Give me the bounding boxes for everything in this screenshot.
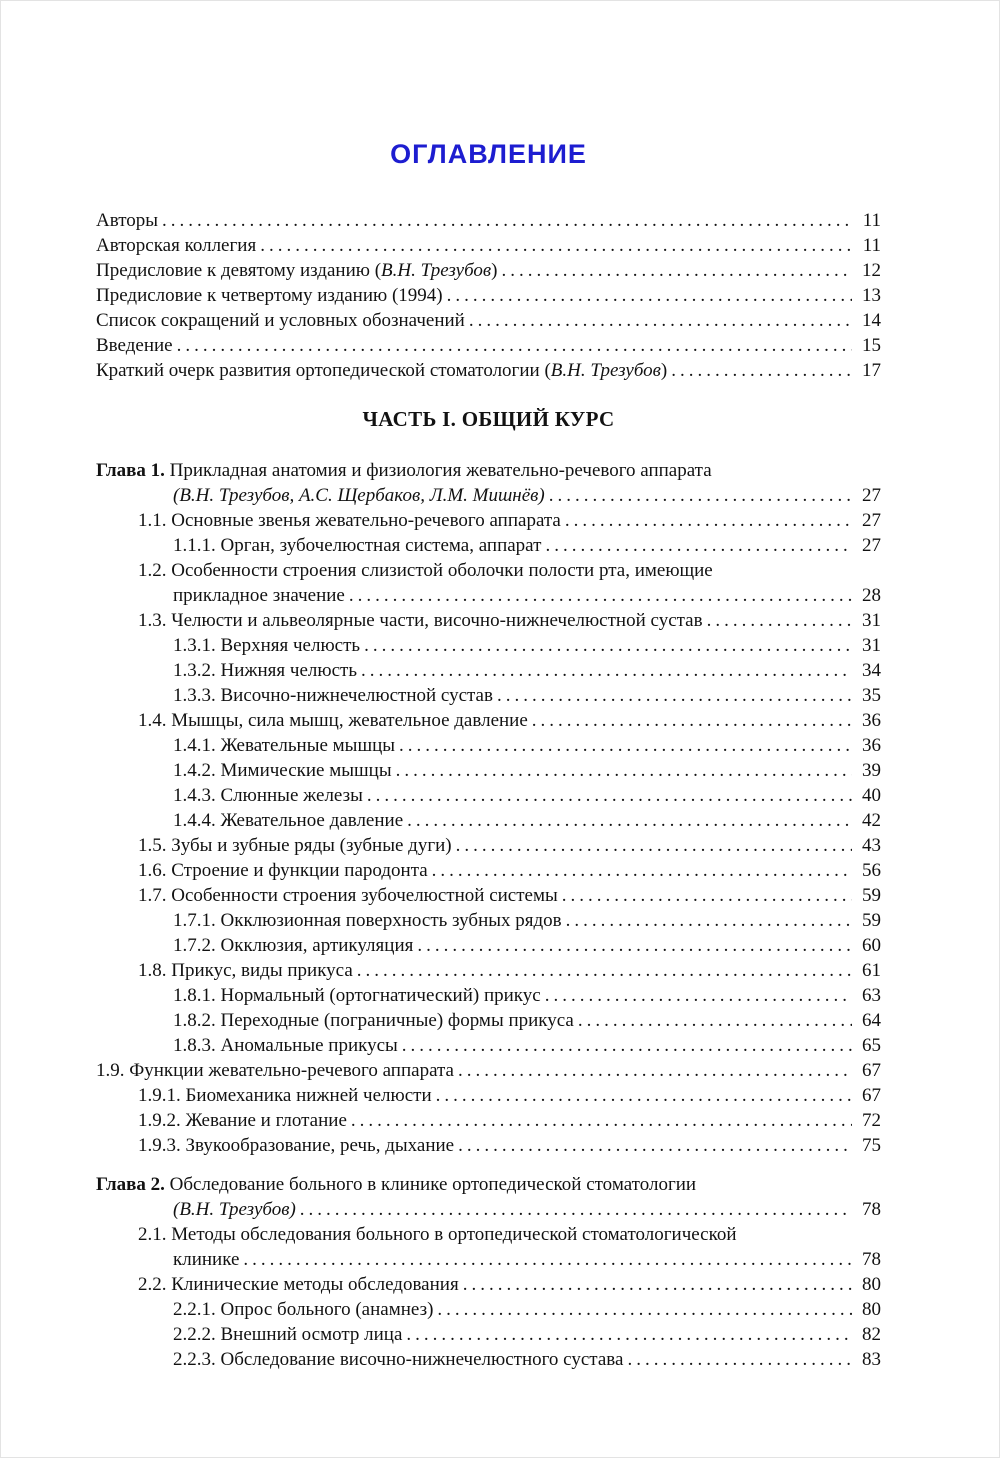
entry-text-segment: 1.5. Зубы и зубные ряды (зубные дуги) <box>138 835 452 856</box>
entry-text <box>138 883 558 908</box>
entry-text-segment: 2.2.2. Внешний осмотр лица <box>173 1324 403 1345</box>
entry-text <box>173 1033 398 1058</box>
dot-leader <box>566 908 852 933</box>
dot-leader <box>456 833 852 858</box>
page-number: 59 <box>862 910 881 931</box>
toc-block <box>96 208 881 383</box>
dot-leader <box>407 808 852 833</box>
entry-text <box>173 1297 433 1322</box>
page-number: 27 <box>862 485 881 506</box>
entry-text <box>138 558 713 583</box>
entry-text <box>138 708 528 733</box>
toc-entry <box>96 233 881 258</box>
dot-leader <box>532 708 852 733</box>
entry-text-segment: 1.8.3. Аномальные прикусы <box>173 1035 398 1056</box>
entry-text <box>96 283 443 308</box>
toc-entry <box>96 1322 881 1347</box>
entry-text-segment: 1.4.3. Слюнные железы <box>173 785 363 806</box>
page-number: 67 <box>862 1060 881 1081</box>
dot-leader <box>549 483 852 508</box>
toc-entry <box>96 1172 881 1197</box>
entry-text <box>173 733 395 758</box>
page-number: 65 <box>862 1035 881 1056</box>
toc-entry <box>96 283 881 308</box>
entry-text <box>173 583 345 608</box>
dot-leader <box>417 933 852 958</box>
page-number: 36 <box>862 710 881 731</box>
toc-entry <box>96 708 881 733</box>
toc-entry <box>96 458 881 483</box>
dot-leader <box>406 1322 852 1347</box>
toc-block <box>96 458 881 1158</box>
entry-text-segment: 1.1. Основные звенья жевательно-речевого аппарата <box>138 510 561 531</box>
entry-text <box>138 1108 347 1133</box>
entry-text <box>96 233 256 258</box>
toc-entry <box>96 658 881 683</box>
dot-leader <box>402 1033 852 1058</box>
dot-leader <box>501 258 852 283</box>
page-number: 12 <box>862 260 881 281</box>
toc-entry <box>96 633 881 658</box>
entry-text-segment: 1.9.3. Звукообразование, речь, дыхание <box>138 1135 455 1156</box>
toc-entry <box>96 1033 881 1058</box>
page-number: 83 <box>862 1349 881 1370</box>
page-number: 14 <box>862 310 881 331</box>
page-number: 28 <box>862 585 881 606</box>
entry-text-segment: (В.Н. Трезубов, А.С. Щербаков, Л.М. Мишнёв) <box>173 485 545 506</box>
entry-text-segment: ) <box>660 360 668 381</box>
dot-leader <box>469 308 852 333</box>
dot-leader <box>361 658 852 683</box>
dot-leader <box>545 983 852 1008</box>
page-number: 59 <box>862 885 881 906</box>
entry-text-segment: Обследование больного в клинике ортопедической стоматологии <box>164 1174 697 1195</box>
entry-text <box>173 808 403 833</box>
entry-text-segment: ) <box>491 260 498 281</box>
entry-text-segment: 1.1.1. Орган, зубочелюстная система, аппарат <box>173 535 542 556</box>
entry-text-segment: В.Н. Трезубов <box>381 260 492 281</box>
toc-entry <box>96 808 881 833</box>
toc-entry <box>96 833 881 858</box>
entry-text-segment: 1.8.2. Переходные (пограничные) формы прикуса <box>173 1010 574 1031</box>
entry-text-segment: Глава 1. <box>96 460 165 481</box>
dot-leader <box>349 583 852 608</box>
entry-text-segment: 2.1. Методы обследования больного в ортопедической стоматологической <box>138 1224 737 1245</box>
page-number: 64 <box>862 1010 881 1031</box>
page-number: 40 <box>862 785 881 806</box>
dot-leader <box>260 233 852 258</box>
entry-text <box>173 1322 402 1347</box>
entry-text <box>173 758 392 783</box>
toc-entry <box>96 1133 881 1158</box>
page-number: 39 <box>862 760 881 781</box>
toc-entry <box>96 1058 881 1083</box>
page-number: 34 <box>862 660 881 681</box>
entry-text-segment: Авторская коллегия <box>96 235 257 256</box>
entry-text-segment: 1.9.1. Биомеханика нижней челюсти <box>138 1085 432 1106</box>
dot-leader <box>578 1008 852 1033</box>
entry-text-segment: 1.4.2. Мимические мышцы <box>173 760 392 781</box>
entry-text-segment: Предисловие к девятому изданию ( <box>96 260 382 281</box>
entry-text <box>173 1197 296 1222</box>
dot-leader <box>497 683 852 708</box>
entry-text <box>96 458 712 483</box>
entry-text <box>138 508 561 533</box>
entry-text-segment: 1.8. Прикус, виды прикуса <box>138 960 353 981</box>
toc-entry <box>96 333 881 358</box>
toc-entry <box>96 733 881 758</box>
toc-block <box>96 1172 881 1372</box>
entry-text-segment: 1.4.1. Жевательные мышцы <box>173 735 396 756</box>
entry-text <box>173 483 545 508</box>
entry-text-segment: 1.2. Особенности строения слизистой оболочки полости рта, имеющие <box>138 560 713 581</box>
toc-entry <box>96 308 881 333</box>
entry-text <box>173 783 363 808</box>
entry-text <box>138 1083 432 1108</box>
entry-text <box>138 833 452 858</box>
entry-text-segment: Авторы <box>96 210 159 231</box>
entry-text-segment: 2.2.1. Опрос больного (анамнез) <box>173 1299 434 1320</box>
entry-text <box>96 208 158 233</box>
toc-entry <box>96 1197 881 1222</box>
toc-entry <box>96 883 881 908</box>
entry-text-segment: Краткий очерк развития ортопедической стоматологии ( <box>96 360 551 381</box>
toc-entry <box>96 758 881 783</box>
entry-text <box>138 958 353 983</box>
toc-entry <box>96 1347 881 1372</box>
toc-entry <box>96 483 881 508</box>
entry-text-segment: Список сокращений и условных обозначений <box>96 310 465 331</box>
page-number: 36 <box>862 735 881 756</box>
page-number: 72 <box>862 1110 881 1131</box>
page-number: 17 <box>862 360 881 381</box>
entry-text-segment: 1.8.1. Нормальный (ортогнатический) прикус <box>173 985 541 1006</box>
page-number: 42 <box>862 810 881 831</box>
entry-text <box>138 1133 454 1158</box>
toc-entry <box>96 1272 881 1297</box>
entry-text-segment: В.Н. Трезубов <box>550 360 661 381</box>
entry-text-segment: 1.4. Мышцы, сила мышц, жевательное давление <box>138 710 528 731</box>
dot-leader <box>463 1272 852 1297</box>
entry-text-segment: 1.3.3. Височно-нижнечелюстной сустав <box>173 685 493 706</box>
dot-leader <box>357 958 852 983</box>
page-number: 27 <box>862 510 881 531</box>
toc-entry <box>96 358 881 383</box>
page-number: 13 <box>862 285 881 306</box>
toc-entry <box>96 1083 881 1108</box>
dot-leader <box>300 1197 852 1222</box>
entry-text <box>138 1272 459 1297</box>
entry-text-segment: (В.Н. Трезубов) <box>173 1199 296 1220</box>
entry-text <box>173 933 413 958</box>
page-number: 63 <box>862 985 881 1006</box>
entry-text <box>96 358 667 383</box>
toc-entry <box>96 1247 881 1272</box>
entry-text-segment: 1.3.1. Верхняя челюсть <box>173 635 361 656</box>
entry-text-segment: 1.4.4. Жевательное давление <box>173 810 404 831</box>
entry-text <box>96 1172 696 1197</box>
entry-text-segment: 2.2.3. Обследование височно-нижнечелюстного сустава <box>173 1349 624 1370</box>
entry-text <box>173 1347 623 1372</box>
page-number: 78 <box>862 1199 881 1220</box>
toc-entry <box>96 1108 881 1133</box>
entry-text <box>138 608 703 633</box>
toc-entry <box>96 858 881 883</box>
dot-leader <box>458 1058 852 1083</box>
entry-text <box>138 858 428 883</box>
toc-entry <box>96 783 881 808</box>
toc-entry <box>96 508 881 533</box>
page-number: 61 <box>862 960 881 981</box>
page-number: 56 <box>862 860 881 881</box>
entry-text-segment: 2.2. Клинические методы обследования <box>138 1274 459 1295</box>
toc-entry <box>96 1222 881 1247</box>
toc-content <box>96 208 881 1372</box>
page-title: ОГЛАВЛЕНИЕ <box>390 139 587 169</box>
page-number: 60 <box>862 935 881 956</box>
dot-leader <box>437 1297 852 1322</box>
entry-text <box>173 1008 574 1033</box>
page-number: 82 <box>862 1324 881 1345</box>
page-number: 80 <box>862 1274 881 1295</box>
page-number: 11 <box>862 210 881 231</box>
page-number: 43 <box>862 835 881 856</box>
entry-text <box>96 1058 454 1083</box>
page-number: 15 <box>862 335 881 356</box>
dot-leader <box>243 1247 852 1272</box>
entry-text-segment: прикладное значение <box>173 585 345 606</box>
toc-entry <box>96 958 881 983</box>
page-number: 27 <box>862 535 881 556</box>
page-number: 80 <box>862 1299 881 1320</box>
toc-entry <box>96 1297 881 1322</box>
toc-entry <box>96 258 881 283</box>
page-number: 31 <box>862 610 881 631</box>
toc-entry <box>96 683 881 708</box>
entry-text <box>173 658 357 683</box>
page-number: 11 <box>862 235 881 256</box>
dot-leader <box>364 633 852 658</box>
entry-text-segment: 1.7. Особенности строения зубочелюстной системы <box>138 885 558 906</box>
toc-entry <box>96 608 881 633</box>
dot-leader <box>162 208 852 233</box>
dot-leader <box>458 1133 852 1158</box>
dot-leader <box>671 358 852 383</box>
entry-text-segment: клинике <box>173 1249 240 1270</box>
entry-text-segment: Введение <box>96 335 173 356</box>
entry-text-segment: 1.7.1. Окклюзионная поверхность зубных рядов <box>173 910 562 931</box>
entry-text-segment: 1.7.2. Окклюзия, артикуляция <box>173 935 414 956</box>
toc-entry <box>96 908 881 933</box>
entry-text-segment: 1.6. Строение и функции пародонта <box>138 860 428 881</box>
entry-text-segment: 1.3. Челюсти и альвеолярные части, височно-нижнечелюстной сустав <box>138 610 703 631</box>
entry-text <box>138 1222 737 1247</box>
entry-text <box>96 258 497 283</box>
page-number: 35 <box>862 685 881 706</box>
entry-text-segment: 1.3.2. Нижняя челюсть <box>173 660 357 681</box>
toc-entry <box>96 1008 881 1033</box>
entry-text-segment: 1.9.2. Жевание и глотание <box>138 1110 347 1131</box>
entry-text <box>173 633 360 658</box>
entry-text-segment: Прикладная анатомия и физиология жевательно-речевого аппарата <box>164 460 712 481</box>
entry-text <box>173 983 541 1008</box>
toc-entry <box>96 583 881 608</box>
dot-leader <box>396 758 852 783</box>
page-number: 31 <box>862 635 881 656</box>
dot-leader <box>436 1083 852 1108</box>
dot-leader <box>447 283 852 308</box>
toc-entry <box>96 208 881 233</box>
entry-text-segment: 1.9. Функции жевательно-речевого аппарата <box>96 1060 454 1081</box>
dot-leader <box>627 1347 852 1372</box>
dot-leader <box>545 533 852 558</box>
dot-leader <box>351 1108 852 1133</box>
entry-text <box>173 1247 239 1272</box>
dot-leader <box>562 883 852 908</box>
entry-text <box>173 533 541 558</box>
entry-text <box>173 683 493 708</box>
entry-text <box>96 308 465 333</box>
toc-entry <box>96 983 881 1008</box>
dot-leader <box>707 608 852 633</box>
page-number: 75 <box>862 1135 881 1156</box>
page-number: 78 <box>862 1249 881 1270</box>
entry-text <box>173 908 562 933</box>
page-number: 67 <box>862 1085 881 1106</box>
dot-leader <box>432 858 852 883</box>
entry-text <box>96 333 173 358</box>
entry-text-segment: Предисловие к четвертому изданию (1994) <box>96 285 443 306</box>
toc-entry <box>96 933 881 958</box>
dot-leader <box>565 508 852 533</box>
toc-entry <box>96 558 881 583</box>
dot-leader <box>367 783 852 808</box>
toc-entry <box>96 533 881 558</box>
dot-leader <box>177 333 852 358</box>
entry-text-segment: Глава 2. <box>96 1174 165 1195</box>
dot-leader <box>399 733 852 758</box>
part-heading: ЧАСТЬ I. ОБЩИЙ КУРС <box>362 407 615 431</box>
